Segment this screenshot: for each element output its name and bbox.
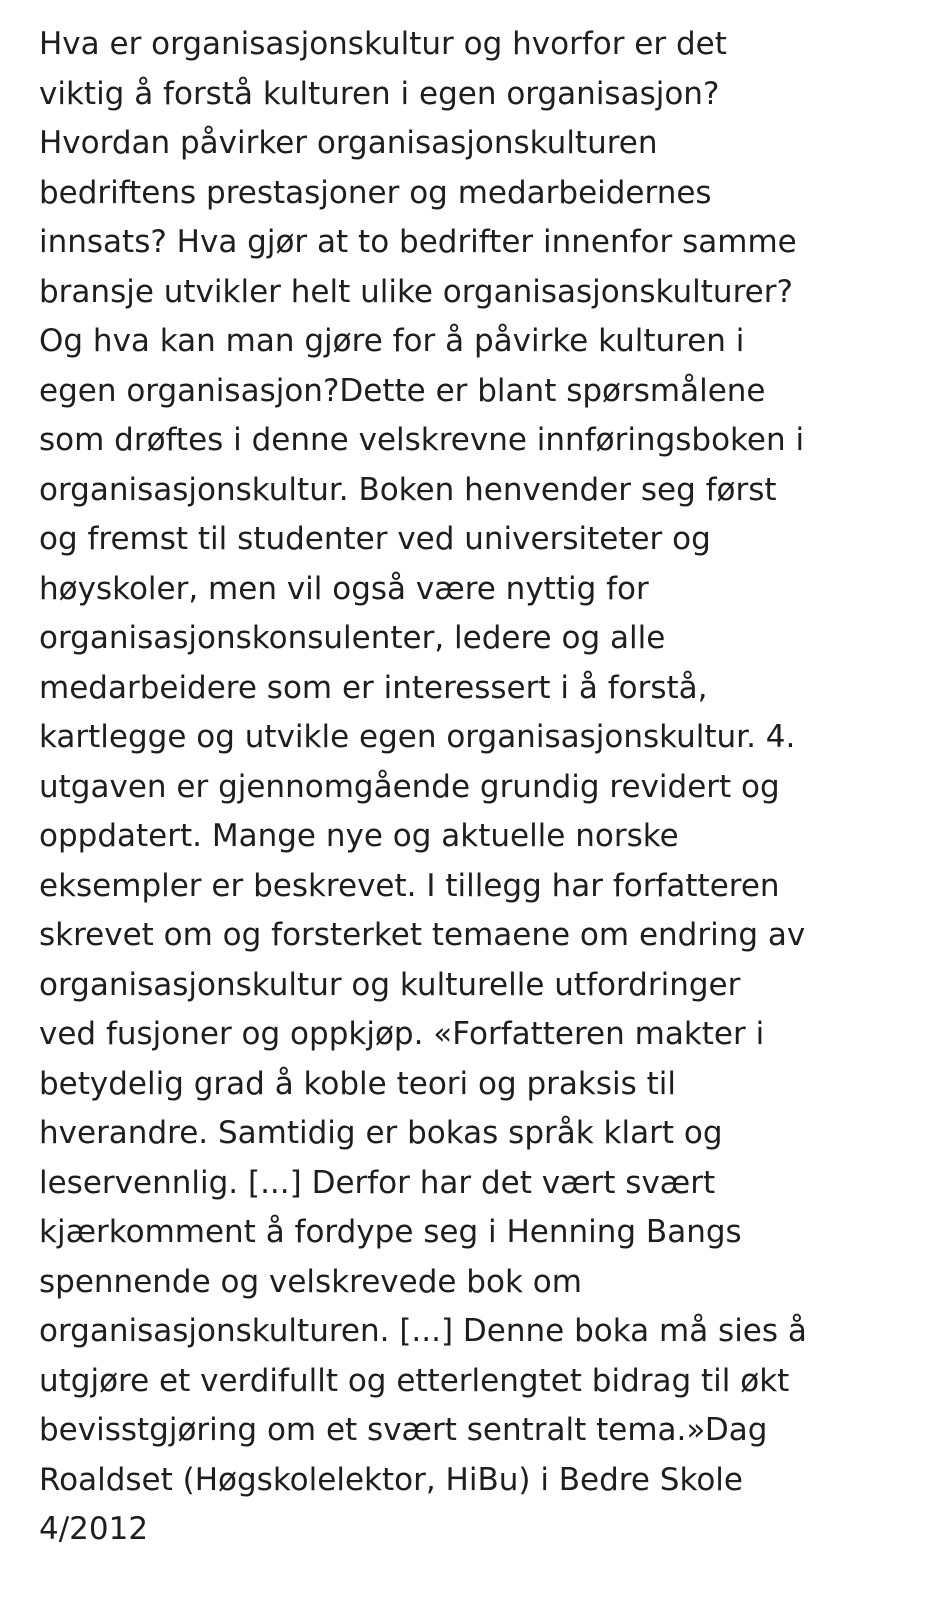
text-line: organisasjonskulturen. [...] Denne boka må sies å (39, 1313, 807, 1349)
text-line: organisasjonskonsulenter, ledere og alle (39, 620, 666, 656)
text-line: bedriftens prestasjoner og medarbeidernes (39, 174, 712, 211)
text-line: kartlegge og utvikle egen organisasjonskultur. 4. (39, 719, 796, 755)
text-line: Hvordan påvirker organisasjonskulturen (39, 125, 658, 161)
text-line: medarbeidere som er interessert i å forstå, (39, 669, 708, 706)
text-line: utgjøre et verdifullt og etterlengtet bidrag til økt (39, 1362, 790, 1399)
text-line: betydelig grad å koble teori og praksis til (39, 1065, 677, 1102)
text-line: spennende og velskrevede bok om (39, 1263, 582, 1300)
text-line: organisasjonskultur. Boken henvender seg først (39, 471, 777, 508)
book-description (39, 20, 919, 1555)
text-line: og fremst til studenter ved universiteter og (39, 521, 711, 557)
text-line: egen organisasjon?Dette er blant spørsmålene (39, 372, 766, 409)
text-line: bransje utvikler helt ulike organisasjonskulturer? (39, 273, 793, 310)
text-line: hverandre. Samtidig er bokas språk klart og (39, 1115, 723, 1151)
text-line: oppdatert. Mange nye og aktuelle norske (39, 818, 679, 854)
text-line: innsats? Hva gjør at to bedrifter innenfor samme (39, 224, 797, 260)
text-line: bevisstgjøring om et svært sentralt tema.»Dag (39, 1412, 768, 1448)
text-line: høyskoler, men vil også være nyttig for (39, 570, 649, 607)
text-line: leservennlig. [...] Derfor har det vært svært (39, 1164, 716, 1201)
text-line: ved fusjoner og oppkjøp. «Forfatteren makter i (39, 1016, 765, 1052)
text-line: Hva er organisasjonskultur og hvorfor er det (39, 26, 727, 62)
text-line: skrevet om og forsterket temaene om endring av (39, 917, 806, 953)
text-line: viktig å forstå kulturen i egen organisasjon? (39, 75, 720, 112)
text-line: kjærkomment å fordype seg i Henning Bangs (39, 1214, 742, 1250)
text-line: utgaven er gjennomgående grundig revidert og (39, 768, 780, 805)
text-line: Roaldset (Høgskolelektor, HiBu) i Bedre Skole (39, 1461, 743, 1498)
text-line: organisasjonskultur og kulturelle utfordringer (39, 966, 741, 1003)
text-line: Og hva kan man gjøre for å påvirke kulturen i (39, 323, 745, 359)
text-line: som drøftes i denne velskrevne innføringsboken i (39, 422, 805, 458)
text-line: eksempler er beskrevet. I tillegg har forfatteren (39, 867, 780, 904)
text-line: 4/2012 (39, 1511, 149, 1547)
